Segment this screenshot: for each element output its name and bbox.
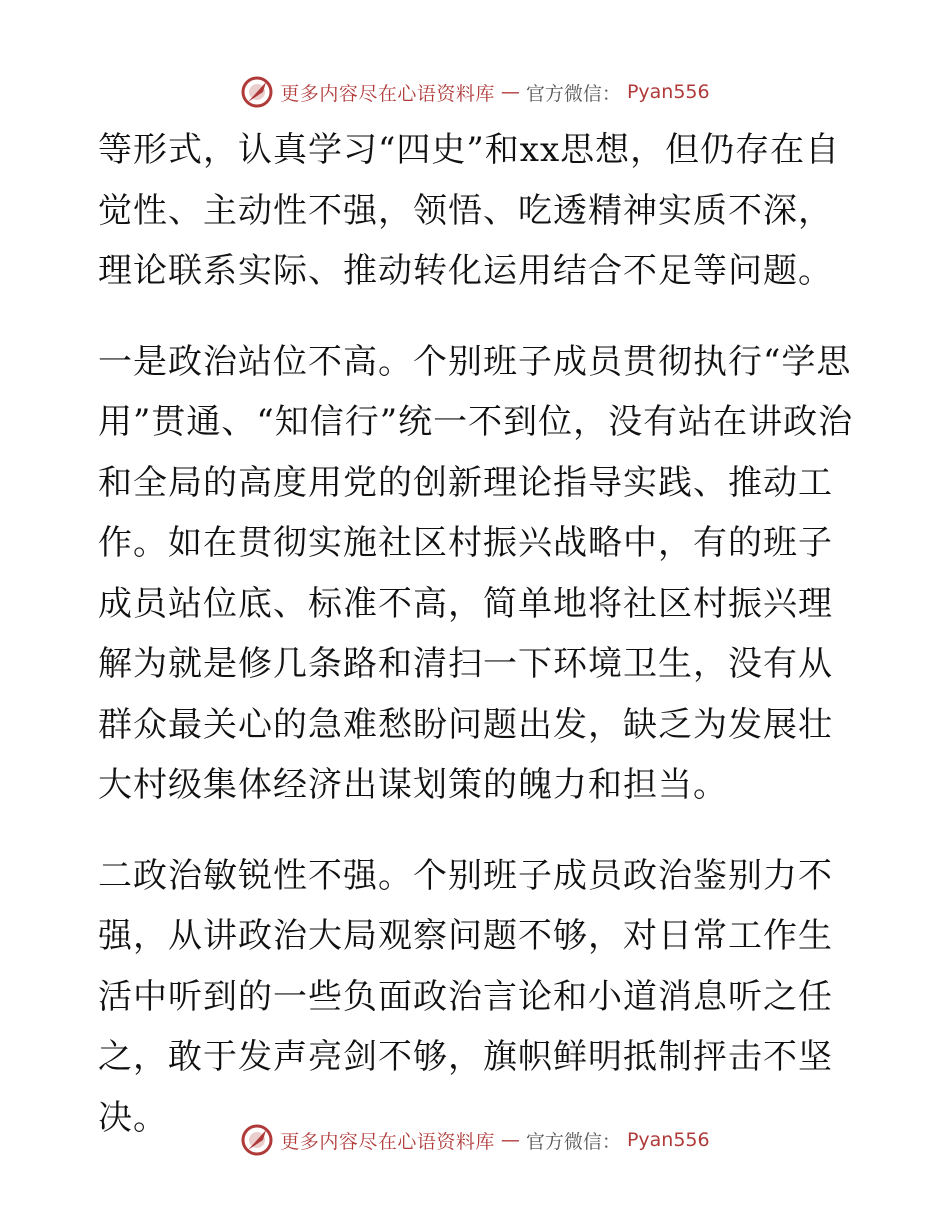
watermark-contact-label: 官方微信： <box>525 1130 621 1153</box>
watermark-separator: — <box>500 1129 520 1151</box>
watermark-label: 更多内容尽在心语资料库 <box>280 82 495 105</box>
watermark-contact-label: 官方微信： <box>525 82 621 105</box>
quill-logo-icon <box>240 75 274 109</box>
footer-watermark <box>0 1120 950 1160</box>
watermark-separator: — <box>500 81 520 103</box>
paragraph-1: 等形式，认真学习“四史”和xx思想，但仍存在自觉性、主动性不强，领悟、吃透精神实质不深，理论联系实际、推动转化运用结合不足等问题。 <box>98 130 841 291</box>
header-watermark <box>0 72 950 112</box>
document-body <box>98 120 858 1148</box>
quill-logo-icon <box>240 1123 274 1157</box>
paragraph-3: 二政治敏锐性不强。个别班子成员政治鉴别力不强，从讲政治大局观察问题不够，对日常工作生活中听到的一些负面政治言论和小道消息听之任之，敢于发声亮剑不够，旗帜鲜明抵制抨击不坚决。 <box>98 855 833 1138</box>
watermark-contact: Pyan556 <box>626 81 710 103</box>
watermark-contact: Pyan556 <box>626 1129 710 1151</box>
watermark-label: 更多内容尽在心语资料库 <box>280 1130 495 1153</box>
paragraph-2: 一是政治站位不高。个别班子成员贯彻执行“学思用”贯通、“知信行”统一不到位，没有站在讲政治和全局的高度用党的创新理论指导实践、推动工作。如在贯彻实施社区村振兴战略中，有的班子成员站位底、标准不高，简单地将社区村振兴理解为就是修几条路和清扫一下环境卫生，没有从群众最关心的急难愁盼问题出发，缺乏为发展壮大村级集体经济出谋划策的魄力和担当。 <box>98 341 854 805</box>
